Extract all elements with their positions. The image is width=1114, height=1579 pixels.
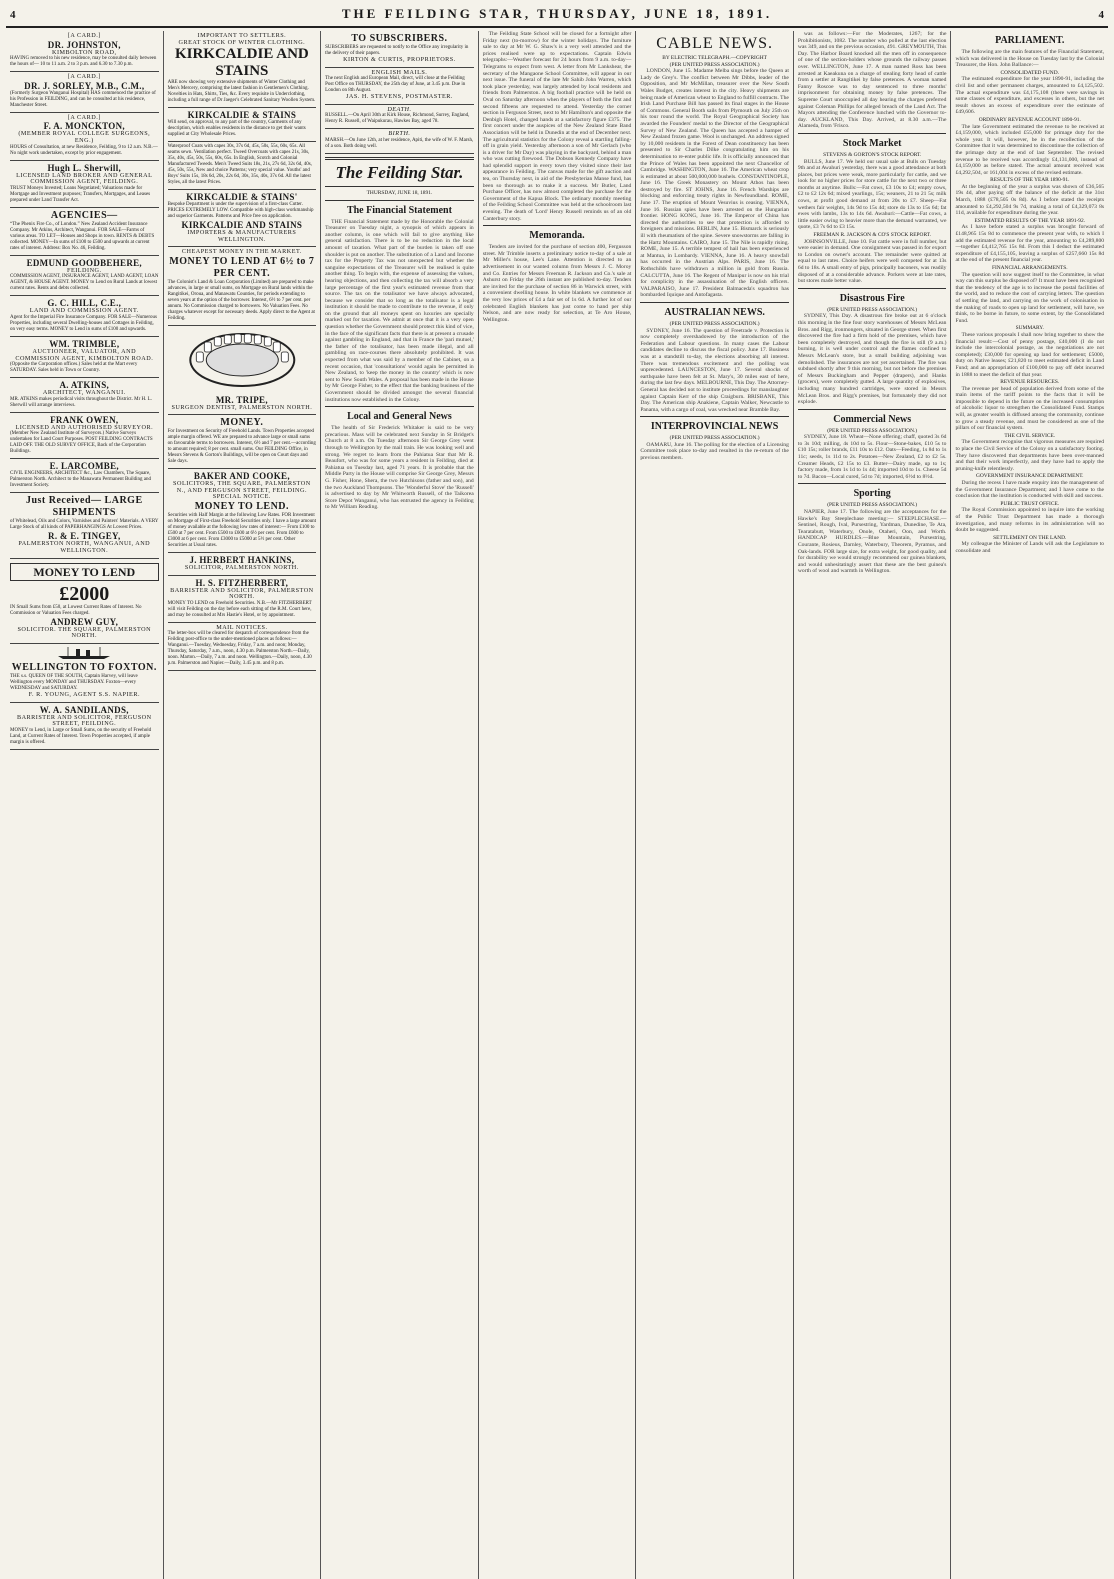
byline-telegraph: BY ELECTRIC TELEGRAPH.—COPYRIGHT	[662, 55, 767, 61]
headline-stock-market: Stock Market	[842, 137, 902, 149]
notice-subscribers: TO SUBSCRIBERS. SUBSCRIBERS are requested to notify to the Office any irregularity in the delivery of their papers. KIRTON & CURTIS, PROPRIETORS.	[325, 31, 474, 68]
ad-baker-cooke: BAKER AND COOKE, SOLICITORS, THE SQUARE, PALMERSTON N., AND FERGUSON STREET, FEILDING. SPECIAL NOTICE. MONEY TO LEND. Securities with Half Margin at the following Low Rates. FOR Investment on Mortgage of First-class Freehold Securities only. I have a large amount of money available at the following low rates of interest:— From £100 to £500 at 7 per cent. From £500 to £600 at 6½ per cent. From £600 to £3000 at 6 per cent. From £3000 to £5000 at 5½ per cent. Other Securities at Usual rates.	[168, 469, 317, 553]
column-6: was as follows:—For the Moderates, 1267; for the Prohibitionists, 1082. The number who polled at the last election was 349, and on the previous occasion, 491. GREYMOUTH, This Day. The Harbor Board knocked all the men off in consequence of one of the section-holders whose grounds the railway passes over. WELLINGTON, June 17. A man named Ross has been arrested at Kaeakuna on a charge of stealing forty head of cattle from a settler at Rangitikei by false pretences. A woman named Fanny Roscoe was to day sentenced to three months' imprisonment for obtaining money by false pretences. The Supreme Court unoccupied all day hearing the charges preferred against Coleman Phillips for alleged breach of the Land Act. The Mayors attending the Conference lunched with the Governor to-day. AUCKLAND, This Day. Arrived, at 8.30 a.m.—The Alameda, from 'Frisco. Stock Market STEVENS & GORTON'S STOCK REPORT. BULLS, June 17. We held our usual sale at Bulls on Tuesday 9th and at Awahuri yesterday, there was a good attendance at both places, but prices were weak, more particularly for cattle, and we look for no higher prices for store cattle for the next two or three months at anytime. Bulls:—Fat cows, £3 10s to £4; empty cows, £2 to £2 12s 6d; mixed yearlings, 15s; weaners, 21 to 21 5s; milk cows, at profit good demand at from 20s to £7. Sheep—Fat wethers fair weights, 14s 9d to 15s 4d; store do 13s to 15s 6d; fat ewes with lambs, 13s to 14s 6d. Awahuri:—Cattle—Fat cows, a little easier owing to heavier more than the demand warranted, we quote, £3 7s 6d to £3 15s. FREEMAN R. JACKSON & CO'S STOCK REPORT. JOHNSONVILLE, June 10. Fat cattle were in full number, but were easier in demand. One consignment was passed in for export to London on owner's account. The remainder were quitted at equal to last rates. Choice heifers were well competed for at 13s 6d to 18s. A small entry of pigs, principally baconers, was readily disposed of at a considerable advance. Porkers were at late rates, but stores made better value. Disastrous Fire (PER UNITED PRESS ASSOCIATION.) SYDNEY, This Day. A disastrous fire broke out at 6 o'clock this morning in the fine four story warehouses of Messrs McLean Bros. and Rigg, ironmongers, situated in George street. When first discovered the fire had a firm hold of the premises, which have been completely destroyed, and though the fire is still (9 a.m.) burning, it is well under control and the flames confined to Messrs McLean's store, but a small building adjoining was demolished. The insurances are not yet ascertained. The fire was subdued shortly after 9 this morning, but not before the premises of Messrs Buckingham and Pepper (drapers), and Hanks (grocers), were completely gutted. A large quantity of explosives, including many hundred cartridges, were stored in Messrs McLean Bros. and Rigg's premises, but fortunately they did not explode. Commercial News (PER UNITED PRESS ASSOCIATION.) SYDNEY, June 18. Wheat—None offering; chaff, quoted 3s 6d to 3s 10d; milling, 4s 10d to 5s. Flour—Stone-bakes, £10 5s to £10 15s; roller brands, £11 10s to £12. Oats—Feeding, 1s 8d to 1s 11c; seeds, 1s 11d to 2s. Potatoes—New Zealand, £2 to £2 5s. Creamer Heads, £2 15s to £3. Butter—Dairy made, up to 1s; factory made, from 1s 1d to 1s 4d; imported 10d to 1s. Cheese 5d to 7d. Bacon—Local cured, 5d to 7d; imported, 6½d to 8½d. Sporting (PER UNITED PRESS ASSOCIATION.) NAPIER, June 17. The following are the acceptances for the Hawke's Bay Steeplechase meeting:— STEEPLECHASE.—Sentinel, Rough, Ival, Pursestring, Yardman, Dunedine, Te Ata, Tearatabutt, Waterbury, Onole, Otaheri, Oon, and Worth. HANDICAP HURDLES.—Blue Mountain, Pursestring, Courante, Rosieus, Darnley, Waterbury, Theorem, Pyramus, and Oak-lands. FOR large size, for extra weight, for good quality, and for durability we would strongly recommend our guinea blankets, and would unhesitatingly assert that these are the best guinea's worth of wool and warmth in Wellington.	[794, 31, 952, 1579]
nameplate: The Feilding Star.	[335, 162, 464, 182]
dental-plate-illustration	[168, 330, 317, 390]
ad-dr-johnston: [A CARD.] DR. JOHNSTON, KIMBOLTON ROAD, HAVING removed to his new residence, may be consulted daily between the hours of— 10 to 11 a.m. 2 to 3 p.m. and 6.30 to 7.30 p.m.	[10, 31, 159, 72]
ad-kirkcaldie-prices: Waterproof Coats with capes 30s, 37s 6d, 45s, 50s, 55s, 60s, 65s. All seams sewn. Ventilation perfect. Tweed Overcoats with capes 21s, 30s, 35s, 40s, 45s, 50s, 55s, 60s, 65s. In English, Scotch and Colonial Manufactured Tweeds. Men's Tweed Suits 18s, 21s, 27s 6d, 32s 6d, 40s, 45s, 50s, 55s, New and choice Patterns; very special value. Youths' and Boys' Suits 15s, 18s 6d, 20s, 22s 6d, 30s, 35s, 40s, 37s 6d. All the latest Styles, all the latest Prices.	[168, 142, 317, 190]
ad-agencies: AGENCIES— “The Phenix Fire Co., of London.” New Zealand Accident Insurance Company. Mr Atkins, Architect, Wanganui. FOR SALE—Farms of various areas. TO LET—Houses and Shops in town. RENTS & DEBTS collected. MONEY—In sums of £100 to £500 and upwards at current rates of interest. Address: Box No. 46, Feilding.	[10, 208, 159, 256]
ad-hankins: J. HERBERT HANKINS, SOLICITOR, PALMERSTON NORTH.	[168, 553, 317, 576]
steamship-icon	[54, 646, 114, 660]
ad-hill: G. C. HILL, C.E., LAND AND COMMISSION AGENT. Agent for the Imperial Fire Insurance Company. FOR SALE—Numerous Properties, including several Dwelling-houses and Cottages in Feilding, on very easy terms. MONEY to Lend in sums of £100 and upwards.	[10, 296, 159, 337]
masthead	[6, 6, 1108, 28]
ad-atkins: A. ATKINS, ARCHITECT, WANGANUI. MR. ATKINS makes periodical visits throughout the District. Mr H. L. Sherwill will arrange interviews.	[10, 378, 159, 413]
headline-financial-statement: The Financial Statement	[346, 204, 452, 216]
ad-owen: FRANK OWEN, LICENSED AND AUTHORISED SURVEYOR. (Member New Zealand Institute of Surveyors.) Native Surveys undertaken for Land Court Purposes. POST FEILDING CONTRACTS LAID OFF. THE OLD SURVEY OFFICE, Back of the Corporation Buildings.	[10, 413, 159, 460]
ad-money: MONEY. For Investment on Security of Freehold Lands. Town Properties accepted ample margin offered. WE are prepared to advance large or small sums on favourable terms to borrowers. Interest, 6½ and 7 per cent.—according to amount required; 8 per cent. small sums. Our FEILDING Office, in Messrs Stevens & Gorton's Buildings, will be open on Court days and Sale days.	[168, 415, 317, 469]
headline-australian-news: AUSTRALIAN NEWS.	[664, 306, 765, 318]
column-1	[6, 31, 164, 1579]
article-australian-news: SYDNEY, June 16. The question of Freetrade v. Protection is now completely overshadowed by the introduction of the Federation and Labour questions. In many cases the Labour candidates decline to discuss the fiscal policy. June 17. Business was at a standstill to-day, the elections absorbing all interest. There was tremendous excitement and the polling was unprecedented. LAUNCESTON, June 17. Several shocks of earthquake have been felt at St. Mary's, 30 miles east of here, during the last few days. MELBOURNE, This Day. The Attorney-General has decided not to institute proceedings for manslaughter against Captain Kerr of the ship Craigburn. BRISBANE, This Day. The American ship Anakiene, Captain Walker, Newcastle to Panama, with a cargo of coal, was wrecked near Bramble Bay.	[640, 327, 789, 413]
article-stock-report: BULLS, June 17. We held our usual sale at Bulls on Tuesday 9th and at Awahuri yesterday, there was a good attendance at both places, but prices were weak, more particularly for cattle, and we look for no higher prices for store cattle for the next two or three months at anytime. Bulls:—Fat cows, £3 10s to £4; empty cows, £2 to £2 12s 6d; mixed yearlings, 15s; weaners, 21 to 21 5s; milk cows, at profit good demand at from 20s to £7. Sheep—Fat wethers fair weights, 14s 9d to 15s 4d; store do 13s to 15s 6d; fat ewes with lambs, 13s to 14s 6d. Awahuri:—Cattle—Fat cows, a little easier owing to heavier more than the demand warranted, we quote, £3 7s 6d to £3 15s.	[797, 158, 947, 231]
notice-death: DEATH. RUSSELL.—On April 30th at Kirk House, Richmond, Surrey, England, Henry R. Russell, of Waipukurau, Hawkes Bay, aged 78.	[325, 105, 474, 130]
ad-kirkcaldie-winter: IMPORTANT TO SETTLERS. GREAT STOCK OF WINTER CLOTHING. KIRKCALDIE AND STAINS ARE now showing very extensive shipments of Winter Clothing and Men's Mercery, comprising the latest fashion in Gentlemen's Clothing. Novelties in Hats, Shirts, Ties, &c. Every requisite in Underclothing, including a full range of Dr Jaeger's Celebrated Sanitary Woollen System.	[168, 31, 317, 108]
article-fire: SYDNEY, This Day. A disastrous fire broke out at 6 o'clock this morning in the fine four story warehouses of Messrs McLean Bros. and Rigg, ironmongers, situated in George street. When first discovered the fire had a firm hold of the premises, which have been completely destroyed, and though the fire is still (9 a.m.) burning, it is well under control and the flames confined to Messrs McLean's store, but a small building adjoining was demolished. The insurances are not yet ascertained. The fire was subdued shortly after 9 this morning, but not before the premises of Messrs Buckingham and Pepper (drapers), and Hanks (grocers), were completely gutted. A large quantity of explosives, including many hundred cartridges, were stored in Messrs McLean Bros. and Rigg's premises, but fortunately they did not explode.	[797, 313, 947, 406]
ad-mail-notices: MAIL NOTICES. The letter-box will be cleared for despatch of correspondence from the Feilding post-office to the under-mentioned places as follows:— Wanganui.—Tuesday, Wednesday, Friday, 7 a.m. and noon; Monday, Thursday, Saturday, 7 a.m., noon, 4.30 p.m. Palmerston North.—Daily, noon. Marton.—Daily, 7 a.m. and noon. Wellington.—Daily, noon, 4.30 p.m. Palmerston and Napier.—Daily, 3.45 p.m. and 8 p.m.	[168, 623, 317, 672]
ad-fitzherbert: H. S. FITZHERBERT, BARRISTER AND SOLICITOR, PALMERSTON NORTH. MONEY TO LEND on Freehold Securities. N.B.—Mr FITZHERBERT will visit Feilding on the day before each sitting of the R.M. Court here, and may be consulted at Mrs Hastie's Hotel, or by appointment.	[168, 576, 317, 623]
article-cable-news: LONDON, June 15. Madame Melba sings before the Queen at Lady de Grey's. The conflict between Mr Dibbs, leader of the Opposition, and Mr McMillan, treasurer over the New South Wales Budget, creates interest in the city. Heavy shipments are being made of American wheat to England to fulfill contracts. The Irish Land Purchase Bill has passed its final stages in the House of Commons. General Booth sails from Plymouth on July 25th on his tour round the world. The Royal Geographical Society has awarded the Founders' medal to the Director of the Geographical Survey of New Zealand. The Queen has accepted a hamper of New Zealand frozen game. Wool is unchanged. An address signed by 10,000 residents in the Forest of Dean constituency has been presented to Sir Charles Dilke congratulating him on his determination to re-enter public life. It is officially announced that the Prince of Wales has been appointed the next Chancellor of Cambridge. WASHINGTON, June 16. The American wheat crop is estimated at about 500,000,000 bushels. CONSTANTINOPLE, June 16. The Greek Monastery on Mount Athos has been destroyed by fire. ST JOHNS, June 16. French Warships are blocking and enforcing treaty rights in Newfoundland. ROME, June 17. The eruption of Mount Vesuvius is ceasing. VIENNA, June 16. Russian spies have been arrested on the Hungarian frontier. HONG KONG, June 16. The Emperor of China has directed the authorities to see that protection is afforded to foreigners and missions. BERLIN, June 15. Bismarck is seriously ill with rheumatism of the spine. Severe snowstorms are falling in the Hartz Mountains. CAIRO, June 15. The Nile is rapidly rising. ROME, June 15. A terrible tempest of hail has been experienced at Mantua, in Lombardy. VIENNA, June 16. A heavy snowfall has occurred in the Austrian Alps. PARIS, June 16. The Rothschilds have withdrawn a million in gold from Russia. CALCUTTA, June 16. The Regent of Manipur is now on his trial for complicity in the assassination of the English officers. VALPARAISO, June 17. President Balmaceda's squadron has bombarded Iquique and Antofagasta.	[640, 68, 789, 299]
column-2	[164, 31, 322, 1579]
article-memoranda: Tenders are invited for the purchase of section 400, Fergusson street. Mr Trimble inserts a preliminary notice to-day of a sale at Mr Miller's house, Lee's Lane. Attention is directed to an advertisement in our wanted column from Messrs J. C. Moroy and Co. Entries for Messrs Freeman R. Jackson and Co.'s sale at Ashurst on Friday the 26th instant are published to-day. Tenders are invited for the purchase of section 86 in Warwick street, with a convenient dwelling house. In white blankets we commence at the very low prices of £4 a fair set of 1s 6d. A further lot of our celebrated English blankets has just come to hand per ship Nelson, and are now ready for selection, at Te Aro House, Wellington.	[482, 244, 632, 323]
ad-goodbehere: EDMUND GOODBEHERE, FEILDING. COMMISSION AGENT, INSURANCE AGENT, LAND AGENT, LOAN AGENT, & HOUSE AGENT. MONEY to Lend on Rural Lands at lowest current rates. Rents and debts collected.	[10, 256, 159, 297]
ad-trimble: WM. TRIMBLE, AUCTIONEER, VALUATOR, AND COMMISSION AGENT, KIMBOLTON ROAD. (Opposite the Corporation offices.) Sales held at the Mart every SATURDAY. Sales held in Town or Country.	[10, 337, 159, 378]
column-4	[479, 31, 637, 1579]
headline-disastrous-fire: Disastrous Fire	[839, 292, 905, 304]
headline-commercial-news: Commercial News	[833, 413, 912, 425]
dateline: THURSDAY, JUNE 18, 1891.	[366, 189, 433, 196]
article-financial-statement: THE Financial Statement made by the Honorable the Colonial Treasurer on Tuesday night, a synopsis of which appears in another column, is one which will fail to give anything like general satisfaction. There is to be no reduction in the local amount of taxation. What part of the burden is taken off one shoulder is put on another. The substitution of a Land and Income tax for the Property Tax was not unexpected but whether the sanguine expectations of the Treasurer will be realised is quite another thing. To begin with, the expense of assessing the values, hearing objections, and then collecting the tax will absorb a very large percentage of the first year's estimated revenue from that source. The tax on the totalisator we have always advocated, because we consider that so long as the totalisator is a legal institution it should be made to contribute to the revenue, if only on the ground that all moneys spent on luxuries are specially marked out for taxation. We admit at once that it is a very open question whether the Government should protect this kind of vice, in the face of the significant facts that there is at present a crusade against gambling in England, and that in France the 'pari mutuel,' the father of the totalisator, has been made illegal, and all gambling on race-courses there absolutely prohibited. It was expected from what was said by a member of the Cabinet, on a recent occasion, that 'consultations' would again be permitted in New Zealand, to 'keep the money in the country' which is now sent to New South Wales. A proposal has been made in the House by Mr George Fisher, to the effect that the banking business of the Government should be divided amongst the several financial institutions now established in the Colony.	[325, 218, 474, 403]
ad-steamer: WELLINGTON TO FOXTON. THE s.s. QUEEN OF THE SOUTH, Captain Harvey, will leave Wellington every MONDAY and THURSDAY. Foxton—every WEDNESDAY and SATURDAY. F. R. YOUNG, AGENT S.S. NAPIER.	[10, 644, 159, 703]
article-commercial: SYDNEY, June 18. Wheat—None offering; chaff, quoted 3s 6d to 3s 10d; milling, 4s 10d to 5s. Flour—Stone-bakes, £10 5s to £10 15s; roller brands, £11 10s to £12. Oats—Feeding, 1s 8d to 1s 11c; seeds, 1s 11d to 2s. Potatoes—New Zealand, £2 to £2 5s. Creamer Heads, £2 15s to £3. Butter—Dairy made, up to 1s; factory made, from 1s 1d to 1s 4d; imported 10d to 1s. Cheese 5d to 7d. Bacon—Local cured, 5d to 7d; imported, 6½d to 8½d.	[797, 434, 947, 480]
headline-cable-news: CABLE NEWS.	[656, 35, 773, 52]
ad-sherwill: Hugh L. Sherwill, LICENSED LAND BROKER AND GENERAL COMMISSION AGENT, FEILDING. TRUST Moneys Invested; Loans Negotiated; Valuations made for Mortgage and Investment purposes; Transfers, Mortgages, and Leases prepared under Land Transfer Act.	[10, 161, 159, 208]
notice-english-mails: ENGLISH MAILS. The next English and European Mail, direct, will close at the Feilding Post Office on THURSDAY, the 25th day of June, at 3.45 p.m. Due in London on 8th August. JAS. H. STEVENS, POSTMASTER.	[325, 68, 474, 105]
article-parliament: The following are the main features of the Financial Statement, which was delivered in the House on Tuesday last by the Colonial Treasurer, the Hon. John Ballance:— CONSOLIDATED FUND. The estimated expenditure for the year 1890-91, including the civil list and other permanent charges, amounted to £4,125,502. The actual expenditure was £4,175,108 (there were savings in some classes of expenditure, and excesses in others, but the net result shows an excess of expenditure over the estimate of £49,606. ORDINARY REVENUE ACCOUNT 1890-91. The late Government estimated the revenue to be received at £4,159,000, which included £55,000 for primage duty for the whole year. It will, however, be in the recollection of the Committee that it was determined to discontinue the collection of the primage duty at the end of last September. The revised revenue to be received was accordingly £4,131,000, instead of £4,159,000 as before stated. The actual amount received was £4,292,504, or 161,004 in excess of the revised estimate. RESULTS OF THE YEAR 1890-91. At the beginning of the year a surplus was shown of £36,565 19s 4d, after paying off the balance of the deficit at the 31st March, 1888 (£78,505 0s 8d). As I before stated the receipts amounted to £4,292,504 9s 7d, making a total of £4,329,073 8s 11d, available for expenditure during the year. ESTIMATED RESULTS OF THE YEAR 1891-92. As I have before stated a surplus was brought forward of £148,965 15s 8d to commence the present year with, to which I add the estimated revenue for the year, amounting to £4,289,800—together £4,412,765 15s 8d. From this I deduct the estimated expenditure of £4,155,105, leaving a surplus of £257,660 15s 8d at the end of the present financial year. FINANCIAL ARRANGEMENTS. The question will now suggest itself to the Committee, in what way can this surplus be disposed of? It must have been recognised that the tendency of the age is to increase the postal facilities of the world, and to reduce the cost of carrying letters. The question of settling the land, and carrying on the work of colonisation in the making of roads to open up land for settlement, will have, we think, to be borne in future, to some extent, by the Consolidated Fund. SUMMARY. These various proposals I shall now bring together to show the financial result:—Cost of penny postage, £40,000 (I do not include the intercolonial postage, as the negotiations are not completed); £30,000 for opening up land for settlement; £5000, duty on Native leases; £21,820 to meet estimated deficit in Land Fund; and an appropriation of £100,000 to pay off debt incurred in 1888 to meet the deficit of that year. REVENUE RESOURCES. The revenue per head of population derived from some of the main items of the tariff points to the facts that it will be impossible to depend in the future on the increased consumption of alcoholic liquor to strengthen the Consolidated Fund. Stamps will, as greater wealth is diffused among the community, continue to grow a steady revenue, and must be considered as one of the pillars of our financial system. THE CIVIL SERVICE. The Government recognise that vigorous measures are required to place the Civil Service of the Colony on a satisfactory footing. They have discovered that departments have been over-manned and that their work imperfectly, and they have had to apply the pruning-knife relentlessly. GOVERNMENT INSURANCE DEPARTMENT. During the recess I have made enquiry into the management of the Government Insurance Department; and I have come to the conclusion that the institution is conducted with skill and success. PUBLIC TRUST OFFICE. The Royal Commission appointed to inquire into the working of the Public Trust Department has made a thorough investigation, and many reforms in its administration will no doubt be suggested. SETTLEMENT ON THE LAND. My colleague the Minister of Lands will ask the Legislature to consolidate and	[955, 49, 1105, 554]
ad-dr-sorley: [A CARD.] DR. J. SORLEY, M.B., C.M., (Formerly Surgeon Wanganui Hospital) HAS commenced the practice of his Profession in FEILDING, and can be consulted at his residence, Manchester Street.	[10, 72, 159, 113]
article-local-news-cont: The Feilding State School will be closed for a fortnight after Friday next (to-morrow) for the winter holidays. The furniture sale to day at Mr W. G. Shaw's is a very well attended and the prices realised were up to expectations. Captain Edwin telegraphs:—Weather forecast for 24 hours from 9 a.m. to-day—Telegrams to expect from west. A letter from Mr Lankshear, the secretary of the Mangaone School Committee, will appear in our next issue. The funeral of the late Mr Sahib John Warren, which took place yesterday, was largely attended by local residents and friends from Palmerston. A big football practice will be held on Oval on Saturday afternoon when the players of both the first and second fifteens are requested to attend. Yesterday the corner section in Ferguson Street, next to Mr Hamilton's and opposite the Denbigh Hotel, changed hands at a satisfactory figure £375. The first concert under the auspices of the New Zealand State Band Association will be held in Dunedin at the end of December next. The agricultural statistics for the Colony reveal a startling falling-off in grain yield. Yesterday afternoon a son of Mr Gerlach (who is a driver for Mr Day) was playing in the backyard, behind a man who was cutting firewood. The Dobson Kennedy Company have had splendid support in every town they visited since their last appearance in Feilding. The canvas made for the gift auction and tea, on Thursday next, in aid of the Presbyterian Manse fund, has been so thorough as to make it a success. Mr Butler, Land Purchase Officer, has now almost completed the purchase for the Government of the Kapua Block. The ordinary monthly meeting of the Feilding School Committee was held at the schoolroom last evening. The death of 'Lord' Henry Russell reminds us of an old Canterbury story.	[482, 31, 632, 222]
ad-dentist: MR. TRIPE, SURGEON DENTIST, PALMERSTON NORTH.	[168, 326, 317, 415]
headline-sporting: Sporting	[853, 488, 891, 500]
ad-shipments: Just Received— LARGE SHIPMENTS of Whitelead, Oils and Colors, Varnishes and Painters' Materials. A VERY Large Stock of all kinds of PAPERHANGINGS At Lowest Prices. R. & E. TINGEY, PALMERSTON NORTH, WANGANUI, AND WELLINGTON.	[10, 493, 159, 558]
page-number-right: 4	[1098, 9, 1104, 21]
page-number-left: 4	[10, 9, 16, 21]
article-local-news: The health of Sir Frederick Whitaker is said to be very precarious. Mass will be celebrated next Sunday in St Bridget's Church at 8 a.m. On Tuesday afternoon Sir George Grey went through to Wellington by the mail train. He was looking well and strong. We regret to learn from the Pahiatua Star that Mr R. Beaufort, who was for some years a resident in Feilding, died at Pahiatua on Tuesday last, aged 71 years. It is probable that the Middle Party in the House will comprise Sir George Grey, Messrs G. Fisher, Hone, Shera, the two Hutchisons (father and son), and the two Auckland Thompsons. The 'Wonderful Stove' the 'Russell' is advertised to day by Mr Whitworth Russell, of the Taikorea Store Depot Wanganui, who has entrusted the agency in Feilding to Mr William Reading.	[325, 425, 474, 511]
ad-sandilands: W. A. SANDILANDS, BARRISTER AND SOLICITOR, FERGUSON STREET, FEILDING. MONEY to Lend, in Large or Small Sums, on the security of Freehold Land, at Current Rates of Interest. Town Properties accepted, if ample margin is offered.	[10, 703, 159, 750]
masthead-title: THE FEILDING STAR, THURSDAY, JUNE 18, 1891.	[341, 6, 773, 21]
press-association: (PER UNITED PRESS ASSOCIATION.)	[669, 61, 760, 68]
headline-parliament: PARLIAMENT.	[995, 35, 1065, 46]
article-jackson-report: JOHNSONVILLE, June 10. Fat cattle were in full number, but were easier in demand. One consignment was passed in for export to London on owner's account. The remainder were quitted at equal to last rates. Choice heifers were well competed for at 13s 6d to 18s. A small entry of pigs, principally baconers, was readily disposed of at a considerable advance. Porkers were at late rates, but stores made better value.	[797, 238, 947, 285]
ad-kirkcaldie-approval: KIRKCALDIE & STAINS Will send, on approval, to any part of the country, Garments of any description, which enables residents in the distance to get their wants supplied at City Wholesale Prices.	[168, 108, 317, 142]
ad-kirkcaldie-bespoke: KIRKCALDIE & STAINS' Bespoke Department is under the supervision of a first-class Cutter. PRICES EXTREMELY LOW. Compatible with high-class workmanship and superior Garments. Patterns and Price free on application. KIRKCALDIE AND STAINS IMPORTERS & MANUFACTURERS WELLINGTON.	[168, 190, 317, 247]
article-sporting: NAPIER, June 17. The following are the acceptances for the Hawke's Bay Steeplechase meeting:— STEEPLECHASE.—Sentinel, Rough, Ival, Pursestring, Yardman, Dunedine, Te Ata, Tearatabutt, Waterbury, Onole, Otaheri, Oon, and Worth. HANDICAP HURDLES.—Blue Mountain, Pursestring, Courante, Rosieus, Darnley, Waterbury, Theorem, Pyramus, and Oak-lands. FOR large size, for extra weight, for good quality, and for durability we would strongly recommend our guinea blankets, and would unhesitatingly assert that these are the best guinea's worth of wool and warmth in Wellington.	[797, 509, 947, 575]
headline-local-news: Local and General News	[347, 411, 452, 423]
notice-birth: BIRTH. MARSH.—On June 12th, at her residence, Apiti, the wife of W. F. Marsh, of a son. Both doing well.	[325, 129, 474, 154]
columns	[6, 31, 1108, 1579]
article-interprovincial: OAMARU, June 16. The polling for the election of a Licensing Committee took place to-day and resulted in the re-return of the previous members.	[640, 441, 789, 462]
ad-money-to-lend: MONEY TO LEND £2000 IN Small Sums from £50, at Lowest Current Rates of Interest. No Commission or Valuation Fees charged. ANDREW GUY, SOLICITOR. THE SQUARE, PALMERSTON NORTH.	[10, 559, 159, 644]
ad-monckton: [A CARD.] F. A. MONCKTON, (MEMBER ROYAL COLLEGE SURGEONS, ENG.) HOURS of Consultation, at new Residence, Feilding, 9 to 12 a.m. N.B.—No night work undertaken, except by prior engagement.	[10, 113, 159, 161]
ad-larcombe: E. LARCOMBE, CIVIL ENGINEERS, ARCHITECT &c., Law Chambers, The Square, Palmerston North. Architect to the Manawatu Permanent Building and Investment Society.	[10, 459, 159, 493]
ad-cheapest-money: CHEAPEST MONEY IN THE MARKET. MONEY TO LEND AT 6½ to 7 PER CENT. The Colonist's Land & Loan Corporation (Limited) are prepared to make advances, in large or small sums, on Mortgage on Rural lands within the Rangitikei, Oroua, and Manawatu Counties, for periods extending to seven years at the option of the borrower. Interest, 6½ to 7 per cent. per annum. No Commission charged to borrowers. No Valuation Fees. No charges whatever except for necessary deeds. Apply direct to the Agent at Feilding.	[168, 247, 317, 326]
column-3	[321, 31, 479, 1579]
headline-interprovincial: INTERPROVINCIAL NEWS	[650, 421, 779, 433]
headline-memoranda: Memoranda.	[529, 230, 585, 242]
column-7	[951, 31, 1108, 1579]
article-interprovincial-cont: was as follows:—For the Moderates, 1267; for the Prohibitionists, 1082. The number who polled at the last election was 349, and on the previous occasion, 491. GREYMOUTH, This Day. The Harbor Board knocked all the men off in consequence of one of the section-holders whose grounds the railway passes over. WELLINGTON, June 17. A man named Ross has been arrested at Kaeakuna on a charge of stealing forty head of cattle from a settler at Rangitikei by false pretences. A woman named Fanny Roscoe was to day sentenced to three months' imprisonment for obtaining money by false pretences. The Supreme Court unoccupied all day hearing the charges preferred against Coleman Phillips for alleged breach of the Land Act. The Mayors attending the Conference lunched with the Governor to-day. AUCKLAND, This Day. Arrived, at 8.30 a.m.—The Alameda, from 'Frisco.	[797, 31, 947, 130]
column-5: CABLE NEWS. BY ELECTRIC TELEGRAPH.—COPYRIGHT (PER UNITED PRESS ASSOCIATION.) LONDON, June 15. Madame Melba sings before the Queen at Lady de Grey's. The conflict between Mr Dibbs, leader of the Opposition, and Mr McMillan, treasurer over the New South Wales Budget, creates interest in the city. Heavy shipments are being made of American wheat to England to fulfill contracts. The Irish Land Purchase Bill has passed its final stages in the House of Commons. General Booth sails from Plymouth on July 25th on his tour round the world. The Royal Geographical Society has awarded the Founders' medal to the Director of the Geographical Survey of New Zealand. The Queen has accepted a hamper of New Zealand frozen game. Wool is unchanged. An address signed by 10,000 residents in the Forest of Dean constituency has been presented to Sir Charles Dilke congratulating him on his determination to re-enter public life. It is officially announced that the Prince of Wales has been appointed the next Chancellor of Cambridge. WASHINGTON, June 16. The American wheat crop is estimated at about 500,000,000 bushels. CONSTANTINOPLE, June 16. The Greek Monastery on Mount Athos has been destroyed by fire. ST JOHNS, June 16. French Warships are blocking and enforcing treaty rights in Newfoundland. ROME, June 17. The eruption of Mount Vesuvius is ceasing. VIENNA, June 16. Russian spies have been arrested on the Hungarian frontier. HONG KONG, June 16. The Emperor of China has directed the authorities to see that protection is afforded to foreigners and missions. BERLIN, June 15. Bismarck is seriously ill with rheumatism of the spine. Severe snowstorms are falling in the Hartz Mountains. CAIRO, June 15. The Nile is rapidly rising. ROME, June 15. A terrible tempest of hail has been experienced at Mantua, in Lombardy. VIENNA, June 16. A heavy snowfall has occurred in the Austrian Alps. PARIS, June 16. The Rothschilds have withdrawn a million in gold from Russia. CALCUTTA, June 16. The Regent of Manipur is now on his trial for complicity in the assassination of the English officers. VALPARAISO, June 17. President Balmaceda's squadron has bombarded Iquique and Antofagasta. AUSTRALIAN NEWS. (PER UNITED PRESS ASSOCIATION.) SYDNEY, June 16. The question of Freetrade v. Protection is now completely overshadowed by the introduction of the Federation and Labour questions. In many cases the Labour candidates decline to discuss the fiscal policy. June 17. Business was at a standstill to-day, the elections absorbing all interest. There was tremendous excitement and the polling was unprecedented. LAUNCESTON, June 17. Several shocks of earthquake have been felt at St. Mary's, 30 miles east of here, during the last few days. MELBOURNE, This Day. The Attorney-General has decided not to institute proceedings for manslaughter against Captain Kerr of the ship Craigburn. BRISBANE, This Day. The American ship Anakiene, Captain Walker, Newcastle to Panama, with a cargo of coal, was wrecked near Bramble Bay. INTERPROVINCIAL NEWS (PER UNITED PRESS ASSOCIATION.) OAMARU, June 16. The polling for the election of a Licensing Committee took place to-day and resulted in the re-return of the previous members.	[636, 31, 794, 1579]
